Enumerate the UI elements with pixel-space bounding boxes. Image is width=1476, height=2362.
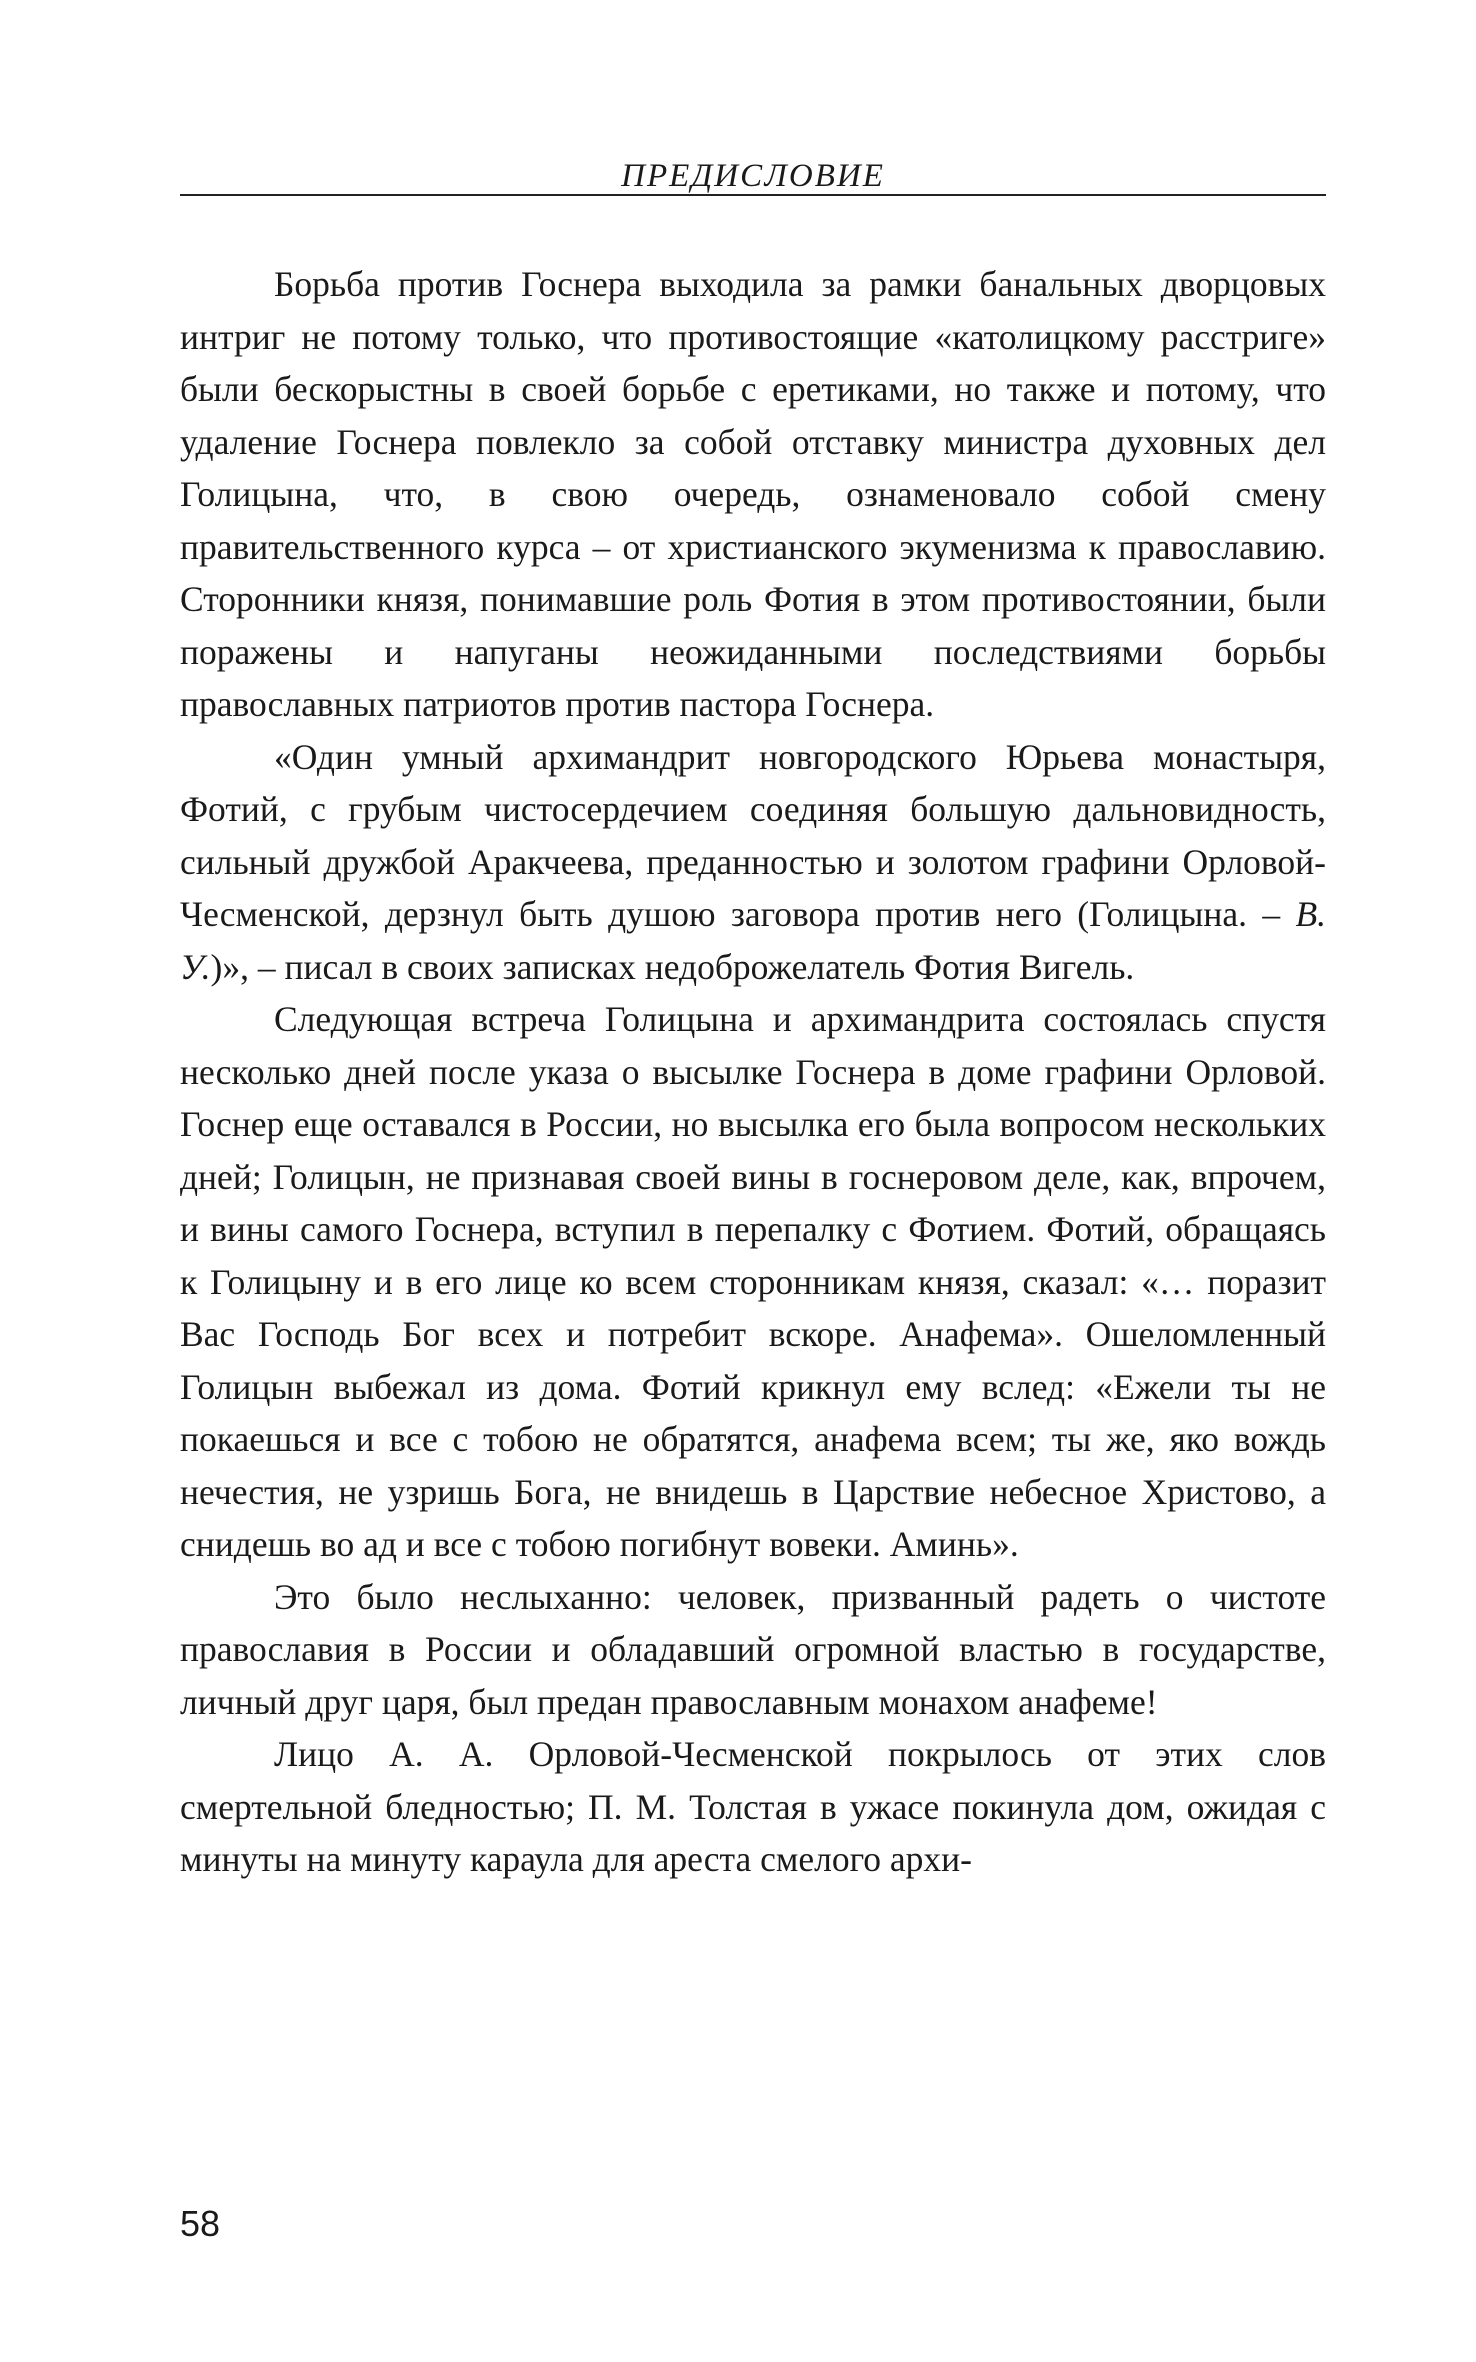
paragraph-5: Лицо А. А. Орловой-Чесменской покрылось от этих слов смертельной бледностью; П. М. Толстая в ужасе покинула дом, ожидая с минуты на минуту караула для ареста смелого архи- [180,1734,1326,1879]
paragraph-2-after: )», – писал в своих записках недоброжелатель Фотия Вигель. [210,946,1135,987]
paragraph-2-initials: В. У. [180,894,1326,987]
paragraph-1: Борьба против Госнера выходила за рамки банальных дворцовых интриг не потому только, что противостоящие «католицкому расстриге» были бескорыстны в своей борьбе с еретиками, но также и потому, что удаление Госнера повлекло за собой отставку министра духовных дел Голицына, что, в свою очередь, ознаменовало собой смену правительственного курса – от христианского экуменизма к православию. Сторонники князя, понимавшие роль Фотия в этом противостоянии, были поражены и напуганы неожиданными последствиями борьбы православных патриотов против пастора Госнера. [180,264,1326,724]
paragraph-4: Это было неслыханно: человек, призванный радеть о чистоте православия в России и обладавший огромной властью в государстве, личный друг царя, был предан православным монахом анафеме! [180,1576,1326,1722]
paragraph-3: Следующая встреча Голицына и архимандрита состоялась спустя несколько дней после указа о высылке Госнера в доме графини Орловой. Госнер еще оставался в России, но высылка его была вопросом нескольких дней; Голицын, не признавая своей вины в госнеровом деле, как, впрочем, и вины самого Госнера, вступил в перепалку с Фотием. Фотий, обращаясь к Голицыну и в его лице ко всем сторонникам князя, сказал: «… поразит Вас Господь Бог всех и потребит вскоре. Анафема». Ошеломленный Голицын выбежал из дома. Фотий крикнул ему вслед: «Ежели ты не покаешься и все с тобою не обратятся, анафема всем; ты же, яко вождь нечестия, не узришь Бога, не внидешь в Царствие небесное Христово, а снидешь во ад и все с тобою погибнут вовеки. Аминь». [180,999,1326,1564]
page-number: 58 [180,2203,221,2244]
paragraph-2-before: «Один умный архимандрит новгородского Юрьева монастыря, Фотий, с грубым чистосердечием соединяя большую дальновидность, сильный дружбой Аракчеева, преданностью и золотом графини Орловой-Чесменской, дерзнул быть душою заговора против него (Голицына. – [180,736,1326,934]
paragraph-2 [180,731,1326,994]
running-head: ПРЕДИСЛОВИЕ [621,158,885,194]
body-text [180,258,1326,1886]
header-rule [180,194,1326,196]
